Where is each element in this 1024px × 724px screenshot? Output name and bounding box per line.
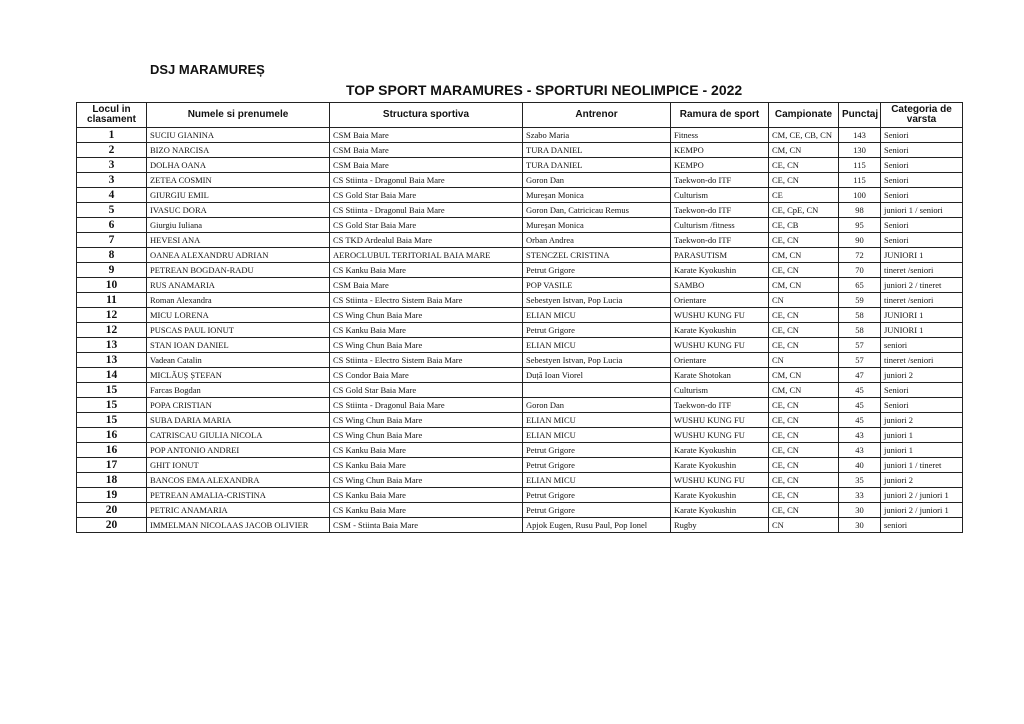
club-cell: CS Kanku Baia Mare (330, 458, 523, 473)
sport-cell: WUSHU KUNG FU (671, 308, 769, 323)
coach-cell: TURA DANIEL (523, 143, 671, 158)
name-cell: POP ANTONIO ANDREI (147, 443, 330, 458)
table-row (77, 398, 963, 413)
sport-cell: Taekwon-do ITF (671, 203, 769, 218)
rank-cell: 14 (77, 368, 147, 383)
points-cell: 43 (839, 443, 881, 458)
sport-cell: SAMBO (671, 278, 769, 293)
club-cell: AEROCLUBUL TERITORIAL BAIA MARE (330, 248, 523, 263)
rank-cell: 11 (77, 293, 147, 308)
points-cell: 43 (839, 428, 881, 443)
name-cell: PETRIC ANAMARIA (147, 503, 330, 518)
points-cell: 57 (839, 353, 881, 368)
sport-cell: Karate Kyokushin (671, 323, 769, 338)
name-cell: GIURGIU EMIL (147, 188, 330, 203)
coach-cell: ELIAN MICU (523, 308, 671, 323)
championships-cell: CM, CN (769, 278, 839, 293)
championships-cell: CE, CN (769, 503, 839, 518)
championships-cell: CE, CN (769, 338, 839, 353)
name-cell: GHIT IONUT (147, 458, 330, 473)
points-cell: 33 (839, 488, 881, 503)
age-category-cell: juniori 2 (881, 413, 963, 428)
championships-cell: CE, CN (769, 263, 839, 278)
rank-cell: 15 (77, 383, 147, 398)
sport-cell: Orientare (671, 293, 769, 308)
document-title: TOP SPORT MARAMURES - SPORTURI NEOLIMPICE - 2022 (346, 82, 743, 98)
age-category-cell: Seniori (881, 158, 963, 173)
rank-cell: 3 (77, 173, 147, 188)
coach-cell: ELIAN MICU (523, 473, 671, 488)
table-row (77, 173, 963, 188)
age-category-cell: JUNIORI 1 (881, 248, 963, 263)
sport-cell: Culturism (671, 383, 769, 398)
points-cell: 130 (839, 143, 881, 158)
coach-cell: POP VASILE (523, 278, 671, 293)
table-row (77, 323, 963, 338)
coach-cell: Mureșan Monica (523, 218, 671, 233)
age-category-cell: tineret /seniori (881, 293, 963, 308)
rank-cell: 17 (77, 458, 147, 473)
organization-name: DSJ MARAMUREȘ (150, 62, 265, 77)
rank-cell: 8 (77, 248, 147, 263)
name-cell: IVASUC DORA (147, 203, 330, 218)
championships-cell: CN (769, 518, 839, 533)
age-category-cell: Seniori (881, 143, 963, 158)
club-cell: CS TKD Ardealul Baia Mare (330, 233, 523, 248)
club-cell: CS Kanku Baia Mare (330, 443, 523, 458)
table-body (77, 128, 963, 533)
coach-cell: Petrut Grigore (523, 488, 671, 503)
championships-cell: CM, CN (769, 248, 839, 263)
sport-cell: Karate Shotokan (671, 368, 769, 383)
championships-cell: CE, CN (769, 323, 839, 338)
rank-cell: 3 (77, 158, 147, 173)
rank-cell: 20 (77, 503, 147, 518)
rank-cell: 1 (77, 128, 147, 143)
col-header-coach: Antrenor (523, 103, 671, 128)
points-cell: 30 (839, 503, 881, 518)
rank-cell: 12 (77, 323, 147, 338)
championships-cell: CE, CN (769, 158, 839, 173)
points-cell: 70 (839, 263, 881, 278)
age-category-cell: juniori 1 (881, 443, 963, 458)
sport-cell: PARASUTISM (671, 248, 769, 263)
ranking-table (76, 102, 963, 533)
col-header-name: Numele si prenumele (147, 103, 330, 128)
coach-cell: Szabo Maria (523, 128, 671, 143)
club-cell: CS Stiinta - Dragonul Baia Mare (330, 203, 523, 218)
sport-cell: KEMPO (671, 158, 769, 173)
name-cell: ZETEA COSMIN (147, 173, 330, 188)
points-cell: 30 (839, 518, 881, 533)
age-category-cell: tineret /seniori (881, 353, 963, 368)
table-header-row (77, 103, 963, 128)
points-cell: 40 (839, 458, 881, 473)
club-cell: CS Kanku Baia Mare (330, 488, 523, 503)
name-cell: BANCOS EMA ALEXANDRA (147, 473, 330, 488)
sport-cell: WUSHU KUNG FU (671, 338, 769, 353)
age-category-cell: Seniori (881, 188, 963, 203)
coach-cell: Duță Ioan Viorel (523, 368, 671, 383)
club-cell: CS Wing Chun Baia Mare (330, 428, 523, 443)
table-row (77, 413, 963, 428)
points-cell: 47 (839, 368, 881, 383)
championships-cell: CE, CN (769, 458, 839, 473)
club-cell: CS Kanku Baia Mare (330, 323, 523, 338)
club-cell: CS Stiinta - Dragonul Baia Mare (330, 398, 523, 413)
points-cell: 45 (839, 413, 881, 428)
table-row (77, 518, 963, 533)
age-category-cell: Seniori (881, 128, 963, 143)
rank-cell: 13 (77, 338, 147, 353)
coach-cell: Goron Dan (523, 398, 671, 413)
age-category-cell: Seniori (881, 173, 963, 188)
rank-cell: 13 (77, 353, 147, 368)
championships-cell: CE, CN (769, 398, 839, 413)
name-cell: PUSCAS PAUL IONUT (147, 323, 330, 338)
rank-cell: 15 (77, 413, 147, 428)
age-category-cell: JUNIORI 1 (881, 323, 963, 338)
table-row (77, 338, 963, 353)
club-cell: CSM Baia Mare (330, 278, 523, 293)
rank-cell: 7 (77, 233, 147, 248)
coach-cell: Sebestyen Istvan, Pop Lucia (523, 353, 671, 368)
championships-cell: CE (769, 188, 839, 203)
coach-cell: Orban Andrea (523, 233, 671, 248)
club-cell: CS Wing Chun Baia Mare (330, 338, 523, 353)
club-cell: CS Gold Star Baia Mare (330, 383, 523, 398)
age-category-cell: juniori 1 (881, 428, 963, 443)
rank-cell: 12 (77, 308, 147, 323)
championships-cell: CN (769, 353, 839, 368)
table-row (77, 128, 963, 143)
sport-cell: Taekwon-do ITF (671, 398, 769, 413)
col-header-championships: Campionate (769, 103, 839, 128)
name-cell: MICU LORENA (147, 308, 330, 323)
col-header-age-category: Categoria de varsta (881, 103, 963, 128)
coach-cell: Sebestyen Istvan, Pop Lucia (523, 293, 671, 308)
table-row (77, 188, 963, 203)
name-cell: MICLĂUȘ ȘTEFAN (147, 368, 330, 383)
name-cell: OANEA ALEXANDRU ADRIAN (147, 248, 330, 263)
club-cell: CS Condor Baia Mare (330, 368, 523, 383)
table-row (77, 278, 963, 293)
coach-cell: ELIAN MICU (523, 428, 671, 443)
name-cell: SUBA DARIA MARIA (147, 413, 330, 428)
sport-cell: WUSHU KUNG FU (671, 428, 769, 443)
club-cell: CS Gold Star Baia Mare (330, 218, 523, 233)
championships-cell: CN (769, 293, 839, 308)
age-category-cell: seniori (881, 518, 963, 533)
coach-cell: Goron Dan, Catricicau Remus (523, 203, 671, 218)
sport-cell: Culturism /fitness (671, 218, 769, 233)
points-cell: 57 (839, 338, 881, 353)
name-cell: Giurgiu Iuliana (147, 218, 330, 233)
points-cell: 35 (839, 473, 881, 488)
age-category-cell: JUNIORI 1 (881, 308, 963, 323)
rank-cell: 6 (77, 218, 147, 233)
championships-cell: CE, CN (769, 233, 839, 248)
name-cell: PETREAN BOGDAN-RADU (147, 263, 330, 278)
points-cell: 72 (839, 248, 881, 263)
rank-cell: 15 (77, 398, 147, 413)
table-row (77, 308, 963, 323)
championships-cell: CM, CE, CB, CN (769, 128, 839, 143)
points-cell: 58 (839, 323, 881, 338)
championships-cell: CM, CN (769, 143, 839, 158)
col-header-club: Structura sportiva (330, 103, 523, 128)
sport-cell: Karate Kyokushin (671, 443, 769, 458)
championships-cell: CE, CN (769, 308, 839, 323)
name-cell: SUCIU GIANINA (147, 128, 330, 143)
name-cell: CATRISCAU GIULIA NICOLA (147, 428, 330, 443)
age-category-cell: juniori 1 / tineret (881, 458, 963, 473)
club-cell: CS Wing Chun Baia Mare (330, 413, 523, 428)
championships-cell: CE, CN (769, 443, 839, 458)
table-row (77, 458, 963, 473)
club-cell: CS Kanku Baia Mare (330, 503, 523, 518)
name-cell: PETREAN AMALIA-CRISTINA (147, 488, 330, 503)
table-row (77, 428, 963, 443)
age-category-cell: juniori 2 / juniori 1 (881, 488, 963, 503)
championships-cell: CE, CN (769, 173, 839, 188)
name-cell: Roman Alexandra (147, 293, 330, 308)
table-row (77, 143, 963, 158)
age-category-cell: juniori 1 / seniori (881, 203, 963, 218)
table-row (77, 488, 963, 503)
points-cell: 143 (839, 128, 881, 143)
name-cell: BIZO NARCISA (147, 143, 330, 158)
points-cell: 100 (839, 188, 881, 203)
coach-cell: STENCZEL CRISTINA (523, 248, 671, 263)
table-row (77, 503, 963, 518)
name-cell: DOLHA OANA (147, 158, 330, 173)
table-row (77, 263, 963, 278)
coach-cell: Apjok Eugen, Rusu Paul, Pop Ionel (523, 518, 671, 533)
coach-cell: Petrut Grigore (523, 503, 671, 518)
championships-cell: CE, CN (769, 428, 839, 443)
points-cell: 98 (839, 203, 881, 218)
age-category-cell: seniori (881, 338, 963, 353)
coach-cell: Petrut Grigore (523, 443, 671, 458)
sport-cell: Taekwon-do ITF (671, 173, 769, 188)
points-cell: 59 (839, 293, 881, 308)
age-category-cell: tineret /seniori (881, 263, 963, 278)
club-cell: CS Stiinta - Electro Sistem Baia Mare (330, 293, 523, 308)
age-category-cell: Seniori (881, 233, 963, 248)
table-row (77, 203, 963, 218)
championships-cell: CE, CB (769, 218, 839, 233)
sport-cell: Culturism (671, 188, 769, 203)
sport-cell: Taekwon-do ITF (671, 233, 769, 248)
points-cell: 95 (839, 218, 881, 233)
sport-cell: Karate Kyokushin (671, 458, 769, 473)
col-header-rank: Locul in clasament (77, 103, 147, 128)
club-cell: CS Stiinta - Dragonul Baia Mare (330, 173, 523, 188)
name-cell: POPA CRISTIAN (147, 398, 330, 413)
table-row (77, 353, 963, 368)
coach-cell: Petrut Grigore (523, 323, 671, 338)
sport-cell: Karate Kyokushin (671, 503, 769, 518)
sport-cell: Orientare (671, 353, 769, 368)
sport-cell: WUSHU KUNG FU (671, 413, 769, 428)
points-cell: 45 (839, 398, 881, 413)
rank-cell: 20 (77, 518, 147, 533)
col-header-points: Punctaj (839, 103, 881, 128)
championships-cell: CM, CN (769, 368, 839, 383)
rank-cell: 18 (77, 473, 147, 488)
points-cell: 45 (839, 383, 881, 398)
points-cell: 115 (839, 173, 881, 188)
club-cell: CS Stiinta - Electro Sistem Baia Mare (330, 353, 523, 368)
name-cell: Vadean Catalin (147, 353, 330, 368)
age-category-cell: Seniori (881, 218, 963, 233)
table-row (77, 443, 963, 458)
table-row (77, 473, 963, 488)
points-cell: 65 (839, 278, 881, 293)
club-cell: CS Wing Chun Baia Mare (330, 308, 523, 323)
sport-cell: Karate Kyokushin (671, 488, 769, 503)
rank-cell: 2 (77, 143, 147, 158)
coach-cell: TURA DANIEL (523, 158, 671, 173)
rank-cell: 9 (77, 263, 147, 278)
name-cell: IMMELMAN NICOLAAS JACOB OLIVIER (147, 518, 330, 533)
points-cell: 58 (839, 308, 881, 323)
table-row (77, 368, 963, 383)
rank-cell: 16 (77, 428, 147, 443)
coach-cell: ELIAN MICU (523, 413, 671, 428)
rank-cell: 10 (77, 278, 147, 293)
age-category-cell: juniori 2 / tineret (881, 278, 963, 293)
club-cell: CSM - Stiinta Baia Mare (330, 518, 523, 533)
age-category-cell: Seniori (881, 383, 963, 398)
coach-cell: Petrut Grigore (523, 458, 671, 473)
coach-cell: ELIAN MICU (523, 338, 671, 353)
coach-cell (523, 383, 671, 398)
rank-cell: 16 (77, 443, 147, 458)
age-category-cell: juniori 2 / juniori 1 (881, 503, 963, 518)
sport-cell: Rugby (671, 518, 769, 533)
coach-cell: Goron Dan (523, 173, 671, 188)
age-category-cell: juniori 2 (881, 368, 963, 383)
club-cell: CSM Baia Mare (330, 143, 523, 158)
points-cell: 115 (839, 158, 881, 173)
name-cell: Farcas Bogdan (147, 383, 330, 398)
table-row (77, 233, 963, 248)
table-row (77, 158, 963, 173)
table-row (77, 248, 963, 263)
club-cell: CSM Baia Mare (330, 128, 523, 143)
club-cell: CS Gold Star Baia Mare (330, 188, 523, 203)
points-cell: 90 (839, 233, 881, 248)
championships-cell: CE, CN (769, 488, 839, 503)
club-cell: CSM Baia Mare (330, 158, 523, 173)
col-header-sport: Ramura de sport (671, 103, 769, 128)
age-category-cell: juniori 2 (881, 473, 963, 488)
name-cell: STAN IOAN DANIEL (147, 338, 330, 353)
club-cell: CS Kanku Baia Mare (330, 263, 523, 278)
championships-cell: CE, CpE, CN (769, 203, 839, 218)
rank-cell: 4 (77, 188, 147, 203)
championships-cell: CE, CN (769, 473, 839, 488)
sport-cell: Karate Kyokushin (671, 263, 769, 278)
championships-cell: CE, CN (769, 413, 839, 428)
sport-cell: KEMPO (671, 143, 769, 158)
championships-cell: CM, CN (769, 383, 839, 398)
name-cell: HEVESI ANA (147, 233, 330, 248)
coach-cell: Mureșan Monica (523, 188, 671, 203)
table-row (77, 293, 963, 308)
age-category-cell: Seniori (881, 398, 963, 413)
sport-cell: WUSHU KUNG FU (671, 473, 769, 488)
table-row (77, 218, 963, 233)
name-cell: RUS ANAMARIA (147, 278, 330, 293)
rank-cell: 5 (77, 203, 147, 218)
coach-cell: Petrut Grigore (523, 263, 671, 278)
rank-cell: 19 (77, 488, 147, 503)
sport-cell: Fitness (671, 128, 769, 143)
club-cell: CS Wing Chun Baia Mare (330, 473, 523, 488)
table-row (77, 383, 963, 398)
